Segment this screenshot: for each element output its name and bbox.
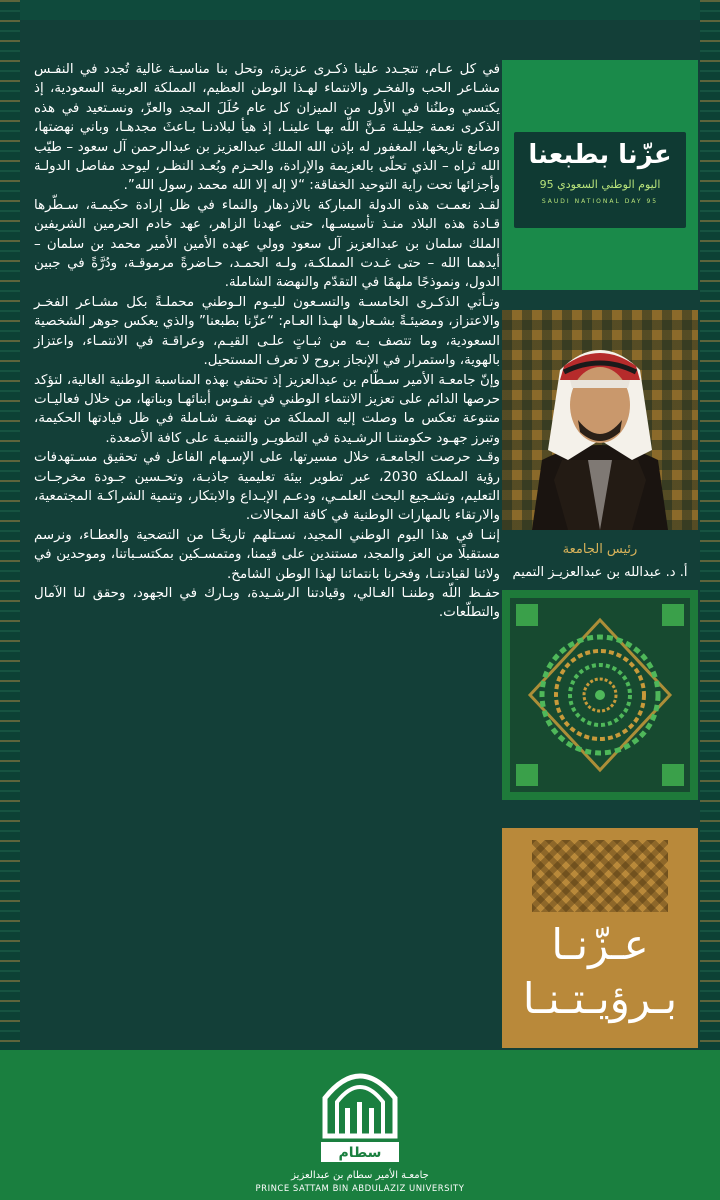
university-name-ar: جامعـة الأمير سطام بن عبدالعزيز [291, 1170, 429, 1181]
right-border-pattern [700, 0, 720, 1200]
motto-line-1: عـزّنـا [551, 920, 649, 969]
letter-paragraph-5: وقـد حرصت الجامعـة، خلال مسيرتها، على الإسـهام الفاعل في تحقيق مسـتهدفات رؤية المملكة 2030، عبر تطوير بيئة تعليمية جاذبـة، وتحـسين جـودة مخرجـات التعليم، وتشـجيع البحث العلمـي، ودعـم الإبـداع والابتكار، وتنمية الشراكـة المجتمعية، والارتقاء بالمهارات الوطنية في كافة المجالات. [34, 450, 500, 524]
letter-paragraph-4: وإنّ جامعـة الأمير سـطّام بن عبدالعزيز إذ تحتفي بهذه المناسبة الوطنية الغالية، لتؤكد حرصها الدائم على تعزيز الانتماء الوطني في نفـوس أبنائهـا وبناتها، من خلال فعاليـات متنوعة تعكس ما وصلت إليه المملكة من نهضـة شـاملة في ظل قيادتها الحكيمة، وتبرز جهـود حكومتنـا الرشـيدة في التطويـر والتنميـة على كافة الأصعدة. [34, 372, 500, 446]
footer [0, 1050, 720, 1200]
logo-english: SAUDI NATIONAL DAY 95 [541, 198, 659, 205]
president-letter [34, 60, 500, 623]
sadu-pattern-card [502, 590, 698, 800]
national-day-logo-card [502, 60, 698, 290]
motto-pattern [532, 840, 668, 912]
letter-paragraph-1: في كل عـام، تتجـدد علينا ذكـرى عزيزة، وتحل بنا مناسبـة غالية تُجدد في النفـس مشـاعر الحب والفخـر والانتماء لهـذا الوطن العظيم، المملكة العربية السعودية، إذ يكتسي وطنُنا في الأول من الميزان كل عام حُلَلَ المجد والعزّ، ونسـتعيد في هذه الذكرى نعمة جليلـة مَـنَّ اللّه بهـا علينـا، إذ هيأ لبلادنـا بـاعثَ مجدهـا، وباني نهضتها، وصانع تاريخها، المغفور له بإذن الله الملك عبدالعزيز بن عبدالرحمن آل سعود – طيّب الله ثراه – الذي تحلّى بالعزيمة والإرادة، والحـزم وبُعـد النظـر، ليوحد مفاصل الدولـة وأجزائها تحت راية التوحيد الخفاقة: “لا إله إلا الله محمد رسول الله”. [34, 62, 500, 194]
motto-line-2: بـرؤيـتـنـا [522, 974, 678, 1023]
university-logo [315, 1058, 405, 1168]
president-role: رئيس الجامعة [562, 542, 638, 557]
president-portrait [502, 310, 698, 530]
letter-paragraph-3: وتـأتي الذكـرى الخامسـة والتسـعون لليـوم الـوطني محملـةً بكل مشـاعر الفخـر والاعتزاز، ومضيئـةً بشـعارها لهـذا العـام: “عزّنا بطبعنا” والذي يعكس جوهر الشخصية السعودية، وما تتصف بـه من ثبـاتٍ علـى القيـم، وعراقـة في الانتمـاء، واعتزاز بالهوية، واستمرار في الإنجاز بروح لا تعرف المستحيل. [34, 294, 500, 369]
left-border-pattern [0, 0, 20, 1200]
letter-paragraph-2: لقـد نعمـت هذه الدولة المباركة بالازدهار والنماء في ظل إرادة حكيمـة، سـطّرها قـادة هذه البلاد منـذ تأسيسـها، حتى عهدنا الزاهر، عهد خادم الحرمين الشريفين الملك سلمان بن عبدالعزيز آل سعود وولي عهده الأمين الأمير محمد بن سلمان – أيدهما الله – حتى غـدت المملكـة، ولـه الحمـد، حـاضرةً مرموقـة، ودُرَّةً في جبين الدول، ونموذجًا ملهمًا في التقدّم والنهضة الشاملة. [34, 197, 500, 291]
letter-paragraph-6: إننـا في هذا اليوم الوطني المجيد، نسـتلهم تاريخًـا من التضحية والعطـاء، ونرسم مستقبلًا من العز والمجد، مستندين على قيمنا، ومتمسـكين بمكتسـباتنا، وموحدين في ولائنا لقيادتنـا، وفخرنا بانتمائنا لهذا الوطن الشامخ. [34, 527, 500, 582]
president-name: أ. د. عبدالله بن عبدالعزيـز التميم [512, 565, 688, 580]
logo-word: سطام [338, 1145, 382, 1161]
president-photo [502, 310, 698, 530]
motto-card [502, 828, 698, 1048]
logo-subtitle: اليوم الوطني السعودي 95 [539, 178, 661, 191]
logo-title: عزّنا بطبعنا [528, 140, 672, 170]
national-day-logo [514, 132, 686, 228]
university-name-en: PRINCE SATTAM BIN ABDULAZIZ UNIVERSITY [255, 1184, 465, 1194]
content-panel [20, 20, 700, 1050]
letter-paragraph-7: حفـظ اللّه وطننـا الغـالي، وقيادتنا الرشـيدة، وبـارك في الجهود، وحقق لنا الآمال والتطلّعات. [34, 585, 500, 621]
sadu-pattern-art [502, 590, 698, 800]
